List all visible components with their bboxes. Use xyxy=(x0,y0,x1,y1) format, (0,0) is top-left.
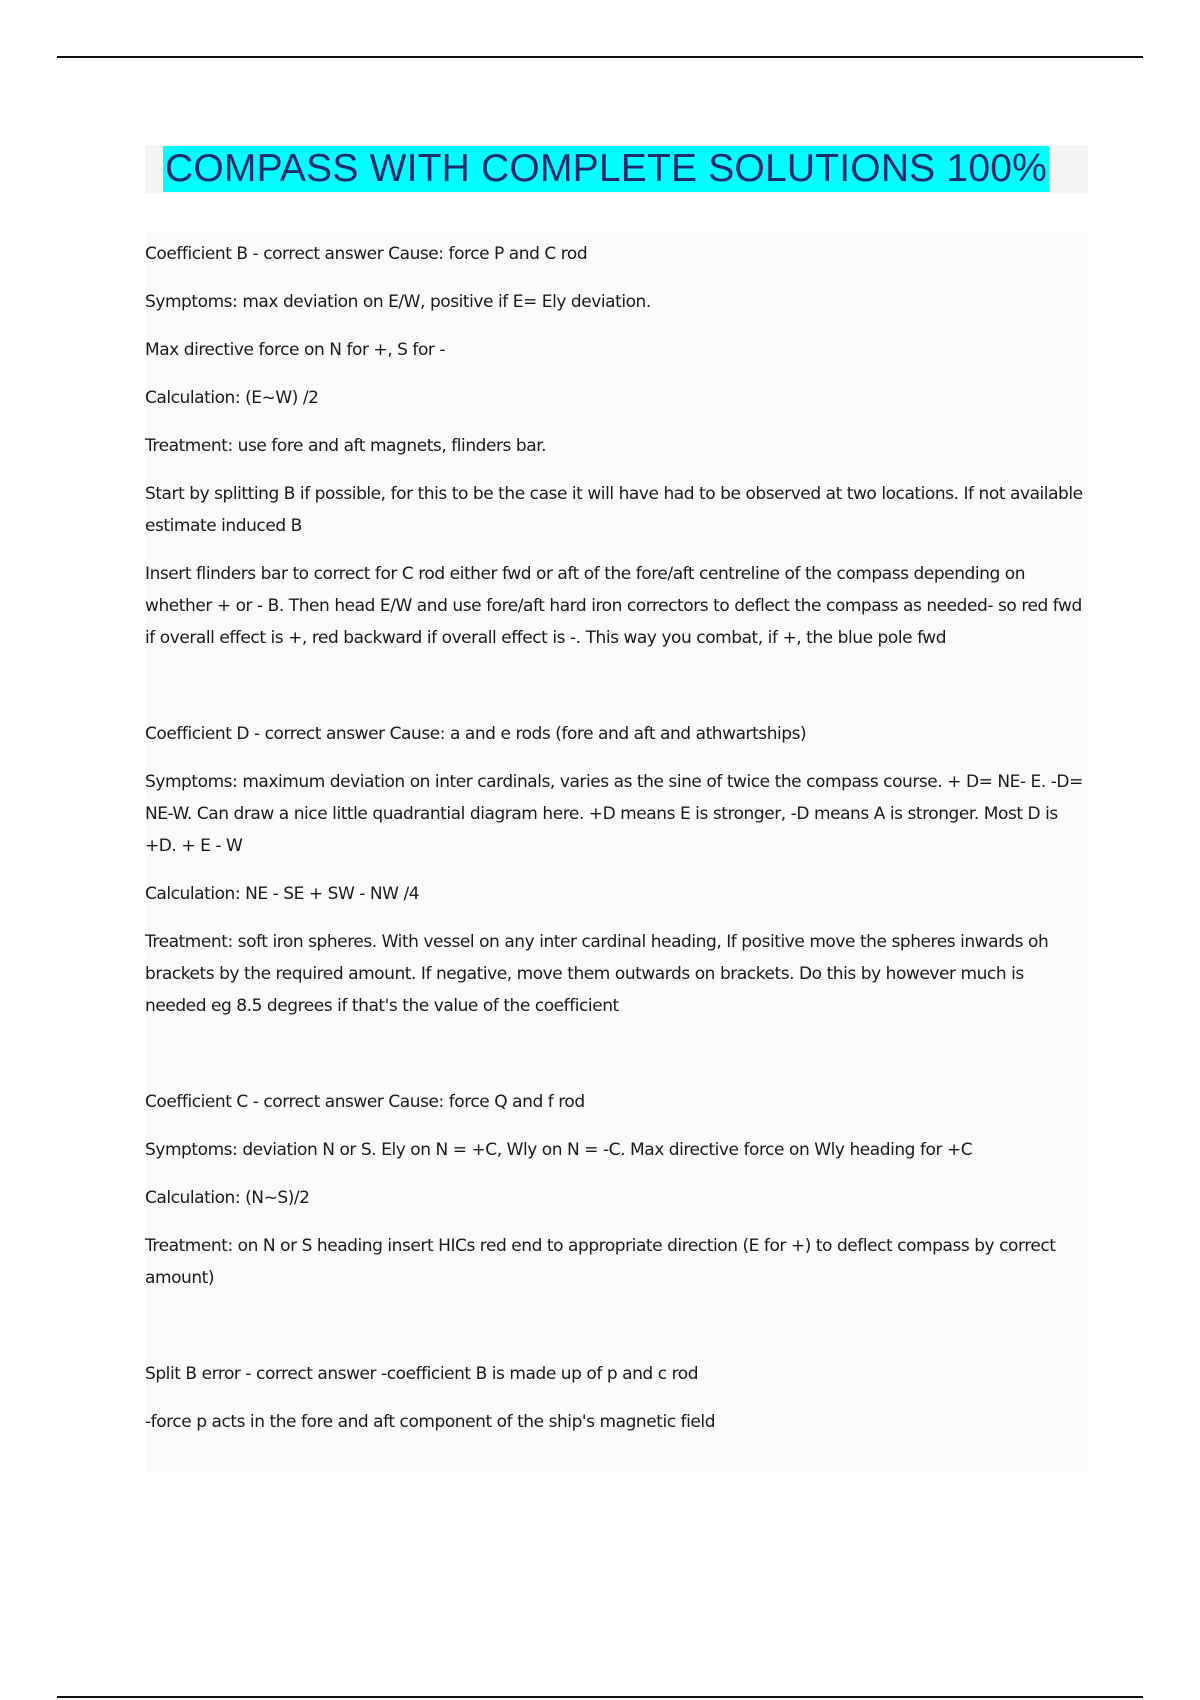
paragraph: Insert flinders bar to correct for C rod either fwd or aft of the fore/aft centreline of the compass depending on whether + or - B. Then head E/W and use fore/aft hard iron correctors to deflect the compass as needed- so red fwd if overall effect is +, red backward if overall effect is -. This way you combat, if +, the blue pole fwd xyxy=(145,564,1082,648)
paragraph: Treatment: use fore and aft magnets, flinders bar. xyxy=(145,436,547,456)
paragraph-split-b-error: Split B error - correct answer -coefficient B is made up of p and c rod xyxy=(145,1364,699,1384)
paragraph: Treatment: on N or S heading insert HICs red end to appropriate direction (E for +) to deflect compass by correct amount) xyxy=(145,1236,1056,1288)
paragraph: Start by splitting B if possible, for this to be the case it will have had to be observed at two locations. If not available estimate induced B xyxy=(145,484,1083,536)
paragraph: Calculation: (N~S)/2 xyxy=(145,1188,310,1208)
document-title: COMPASS WITH COMPLETE SOLUTIONS 100% xyxy=(165,147,1047,190)
paragraph: Treatment: soft iron spheres. With vessel on any inter cardinal heading, If positive move the spheres inwards oh brackets by the required amount. If negative, move them outwards on brackets. Do this by however much is needed eg 8.5 degrees if that's the value of the coefficient xyxy=(145,932,1049,1016)
top-rule xyxy=(57,56,1143,58)
paragraph: Max directive force on N for +, S for - xyxy=(145,340,446,360)
paragraph: Calculation: (E~W) /2 xyxy=(145,388,319,408)
bottom-rule xyxy=(57,1696,1143,1698)
document-body xyxy=(145,238,1085,1454)
paragraph-coefficient-d: Coefficient D - correct answer Cause: a and e rods (fore and aft and athwartships) xyxy=(145,724,807,744)
paragraph: Symptoms: maximum deviation on inter cardinals, varies as the sine of twice the compass course. + D= NE- E. -D= NE-W. Can draw a nice little quadrantial diagram here. +D means E is stronger, -D means A is stronger. Most D is +D. + E - W xyxy=(145,772,1083,856)
paragraph: Symptoms: max deviation on E/W, positive if E= Ely deviation. xyxy=(145,292,651,312)
paragraph-coefficient-b: Coefficient B - correct answer Cause: force P and C rod xyxy=(145,244,588,264)
paragraph: Symptoms: deviation N or S. Ely on N = +C, Wly on N = -C. Max directive force on Wly heading for +C xyxy=(145,1140,973,1160)
paragraph-coefficient-c: Coefficient C - correct answer Cause: force Q and f rod xyxy=(145,1092,585,1112)
paragraph: Calculation: NE - SE + SW - NW /4 xyxy=(145,884,420,904)
paragraph: -force p acts in the fore and aft component of the ship's magnetic field xyxy=(145,1412,716,1432)
